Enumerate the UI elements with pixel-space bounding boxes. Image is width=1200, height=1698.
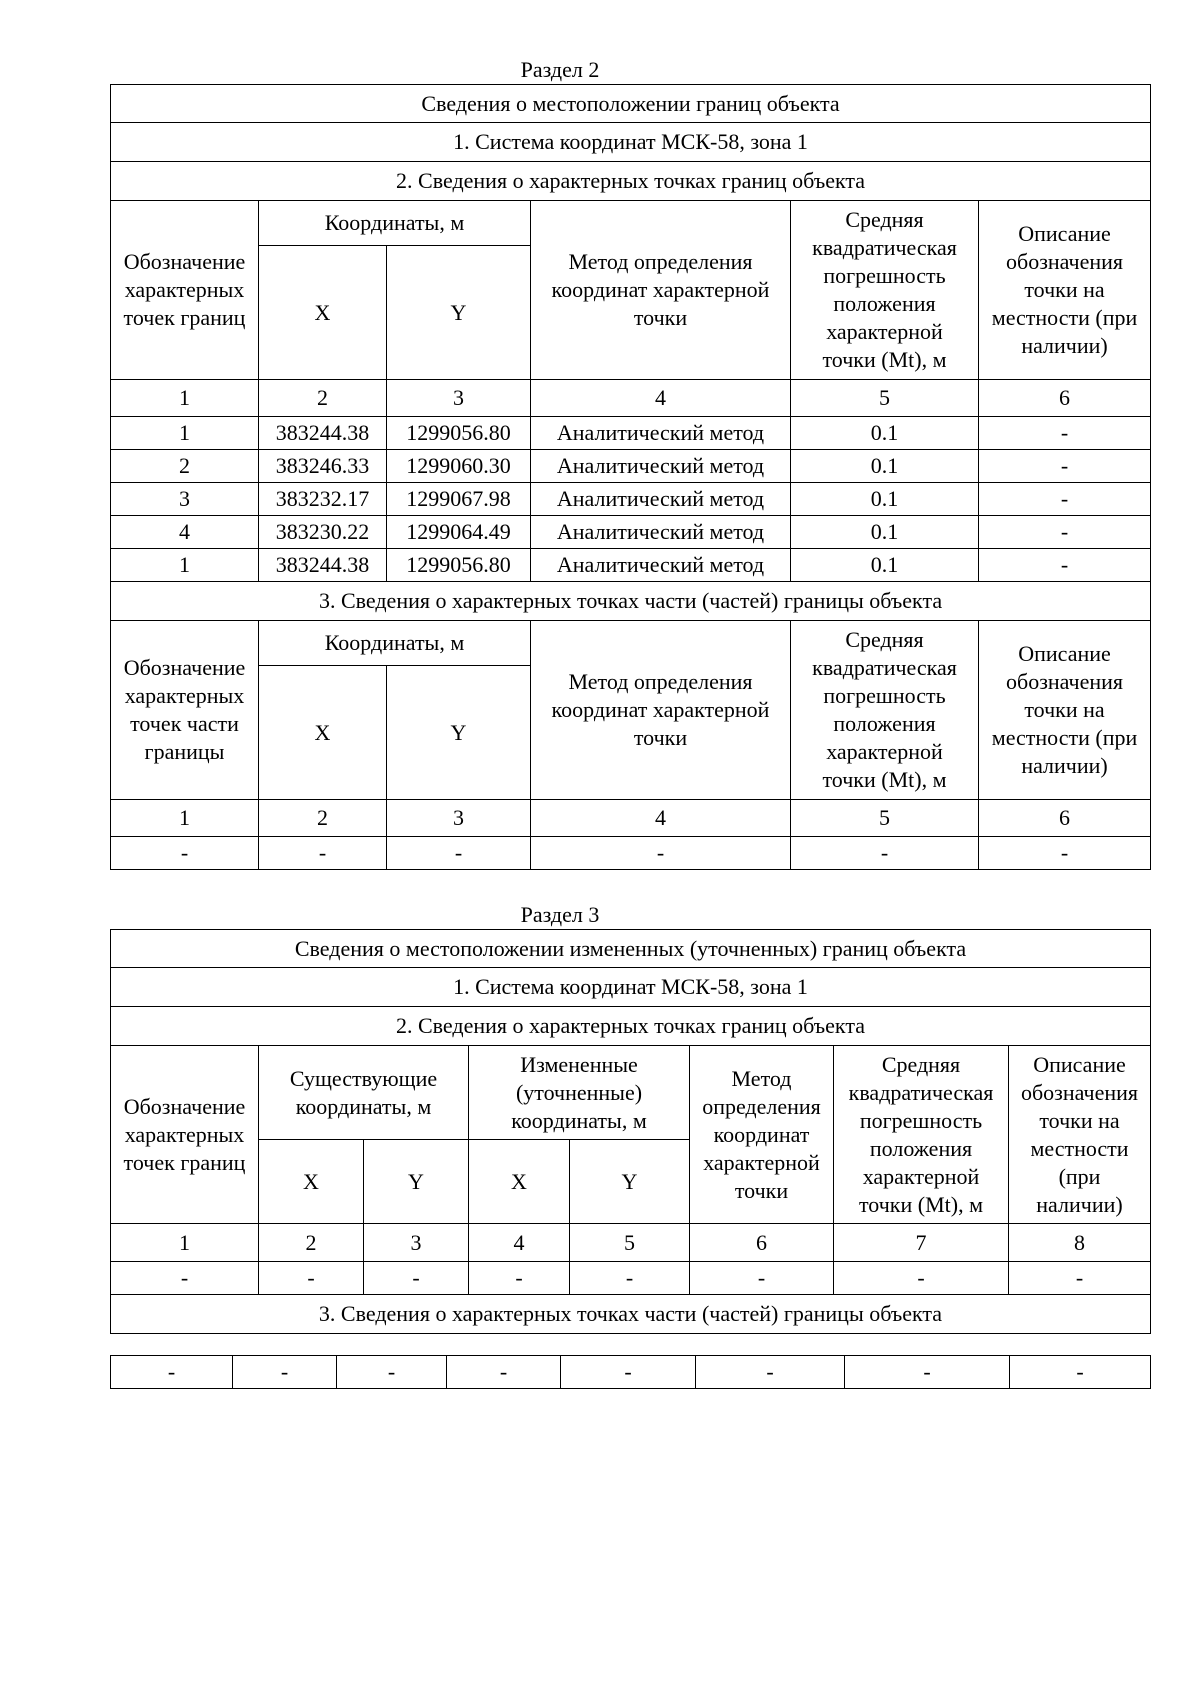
point-x: 383244.38: [259, 549, 387, 582]
table-row: [111, 837, 1151, 870]
section-3-points-title: 2. Сведения о характерных точках границ объекта: [111, 1007, 1151, 1046]
empty-cell: -: [259, 1262, 364, 1295]
empty-cell: -: [1009, 1262, 1151, 1295]
point-number: 1: [111, 417, 259, 450]
table-row: [111, 1262, 1151, 1295]
point-description: -: [979, 516, 1151, 549]
empty-cell: -: [845, 1356, 1010, 1389]
point-description: -: [979, 549, 1151, 582]
point-error: 0.1: [791, 549, 979, 582]
point-error: 0.1: [791, 450, 979, 483]
table-row: [111, 549, 1151, 582]
empty-cell: -: [531, 837, 791, 870]
col-coords-header: Координаты, м: [259, 201, 531, 246]
point-description: -: [979, 450, 1151, 483]
empty-cell: -: [834, 1262, 1009, 1295]
empty-cell: -: [561, 1356, 696, 1389]
col-number: 8: [1009, 1224, 1151, 1262]
col-number: 4: [469, 1224, 570, 1262]
empty-cell: -: [259, 837, 387, 870]
col-y-header: Y: [387, 246, 531, 380]
col-number: 2: [259, 1224, 364, 1262]
section-3-title: Раздел 3: [520, 902, 600, 927]
col-number: 5: [791, 380, 979, 417]
point-x: 383232.17: [259, 483, 387, 516]
empty-cell: -: [387, 837, 531, 870]
col-description-header: Описание обозначения точки на местности (при наличии): [979, 201, 1151, 380]
parts-col-error-header: Средняя квадратическая погрешность положения характерной точки (Mt), м: [791, 621, 979, 800]
point-x: 383246.33: [259, 450, 387, 483]
point-error: 0.1: [791, 417, 979, 450]
s3-col-y-existing: Y: [364, 1140, 469, 1224]
point-number: 4: [111, 516, 259, 549]
empty-cell: -: [979, 837, 1151, 870]
table-row: [111, 1356, 1151, 1389]
point-y: 1299067.98: [387, 483, 531, 516]
empty-cell: -: [364, 1262, 469, 1295]
section-3-table: [110, 929, 1151, 1334]
table-row: [111, 483, 1151, 516]
table-row: [111, 450, 1151, 483]
col-x-header: X: [259, 246, 387, 380]
empty-cell: -: [337, 1356, 447, 1389]
section-3-header: Сведения о местоположении измененных (уточненных) границ объекта: [111, 930, 1151, 968]
s3-col-existing-header: Существующие координаты, м: [259, 1046, 469, 1140]
point-number: 2: [111, 450, 259, 483]
point-method: Аналитический метод: [531, 516, 791, 549]
point-y: 1299056.80: [387, 549, 531, 582]
point-number: 1: [111, 549, 259, 582]
point-x: 383244.38: [259, 417, 387, 450]
empty-cell: -: [791, 837, 979, 870]
point-error: 0.1: [791, 516, 979, 549]
col-number: 5: [791, 800, 979, 837]
col-designation-header: Обозначение характерных точек границ: [111, 201, 259, 380]
col-number: 2: [259, 380, 387, 417]
col-number: 6: [979, 800, 1151, 837]
col-number: 7: [834, 1224, 1009, 1262]
empty-cell: -: [447, 1356, 561, 1389]
s3-col-changed-header: Измененные (уточненные) координаты, м: [469, 1046, 690, 1140]
empty-cell: -: [111, 837, 259, 870]
section-2-header: Сведения о местоположении границ объекта: [111, 85, 1151, 123]
s3-col-designation-header: Обозначение характерных точек границ: [111, 1046, 259, 1224]
col-number: 4: [531, 380, 791, 417]
col-error-header: Средняя квадратическая погрешность положения характерной точки (Mt), м: [791, 201, 979, 380]
col-number: 1: [111, 380, 259, 417]
point-description: -: [979, 417, 1151, 450]
point-y: 1299056.80: [387, 417, 531, 450]
col-number: 1: [111, 800, 259, 837]
point-x: 383230.22: [259, 516, 387, 549]
parts-col-y-header: Y: [387, 666, 531, 800]
point-number: 3: [111, 483, 259, 516]
s3-col-description-header: Описание обозначения точки на местности (при наличии): [1009, 1046, 1151, 1224]
col-number: 1: [111, 1224, 259, 1262]
parts-col-x-header: X: [259, 666, 387, 800]
parts-col-description-header: Описание обозначения точки на местности (при наличии): [979, 621, 1151, 800]
section-3-parts-table: [110, 1355, 1151, 1389]
section-2-title: Раздел 2: [520, 57, 600, 82]
col-number: 3: [387, 380, 531, 417]
section-2-points-title: 2. Сведения о характерных точках границ объекта: [111, 162, 1151, 201]
point-method: Аналитический метод: [531, 450, 791, 483]
empty-cell: -: [469, 1262, 570, 1295]
s3-col-x-existing: X: [259, 1140, 364, 1224]
point-method: Аналитический метод: [531, 549, 791, 582]
col-number: 6: [690, 1224, 834, 1262]
s3-col-x-changed: X: [469, 1140, 570, 1224]
col-method-header: Метод определения координат характерной точки: [531, 201, 791, 380]
col-number: 6: [979, 380, 1151, 417]
col-number: 3: [364, 1224, 469, 1262]
point-method: Аналитический метод: [531, 483, 791, 516]
col-number: 5: [570, 1224, 690, 1262]
table-row: [111, 516, 1151, 549]
parts-col-method-header: Метод определения координат характерной точки: [531, 621, 791, 800]
empty-cell: -: [111, 1356, 233, 1389]
empty-cell: -: [690, 1262, 834, 1295]
section-2-coord-system: 1. Система координат МСК-58, зона 1: [111, 123, 1151, 162]
s3-col-method-header: Метод определения координат характерной точки: [690, 1046, 834, 1224]
parts-col-designation-header: Обозначение характерных точек части границы: [111, 621, 259, 800]
empty-cell: -: [233, 1356, 337, 1389]
col-number: 2: [259, 800, 387, 837]
empty-cell: -: [1010, 1356, 1151, 1389]
empty-cell: -: [111, 1262, 259, 1295]
empty-cell: -: [570, 1262, 690, 1295]
point-method: Аналитический метод: [531, 417, 791, 450]
table-row: [111, 417, 1151, 450]
point-y: 1299060.30: [387, 450, 531, 483]
s3-col-y-changed: Y: [570, 1140, 690, 1224]
point-description: -: [979, 483, 1151, 516]
col-number: 3: [387, 800, 531, 837]
parts-col-coords-header: Координаты, м: [259, 621, 531, 666]
section-2-parts-title: 3. Сведения о характерных точках части (частей) границы объекта: [111, 582, 1151, 621]
section-3-coord-system: 1. Система координат МСК-58, зона 1: [111, 968, 1151, 1007]
col-number: 4: [531, 800, 791, 837]
point-error: 0.1: [791, 483, 979, 516]
section-3-parts-title: 3. Сведения о характерных точках части (частей) границы объекта: [111, 1295, 1151, 1334]
s3-col-error-header: Средняя квадратическая погрешность положения характерной точки (Mt), м: [834, 1046, 1009, 1224]
point-y: 1299064.49: [387, 516, 531, 549]
empty-cell: -: [696, 1356, 845, 1389]
section-2-table: [110, 84, 1151, 870]
